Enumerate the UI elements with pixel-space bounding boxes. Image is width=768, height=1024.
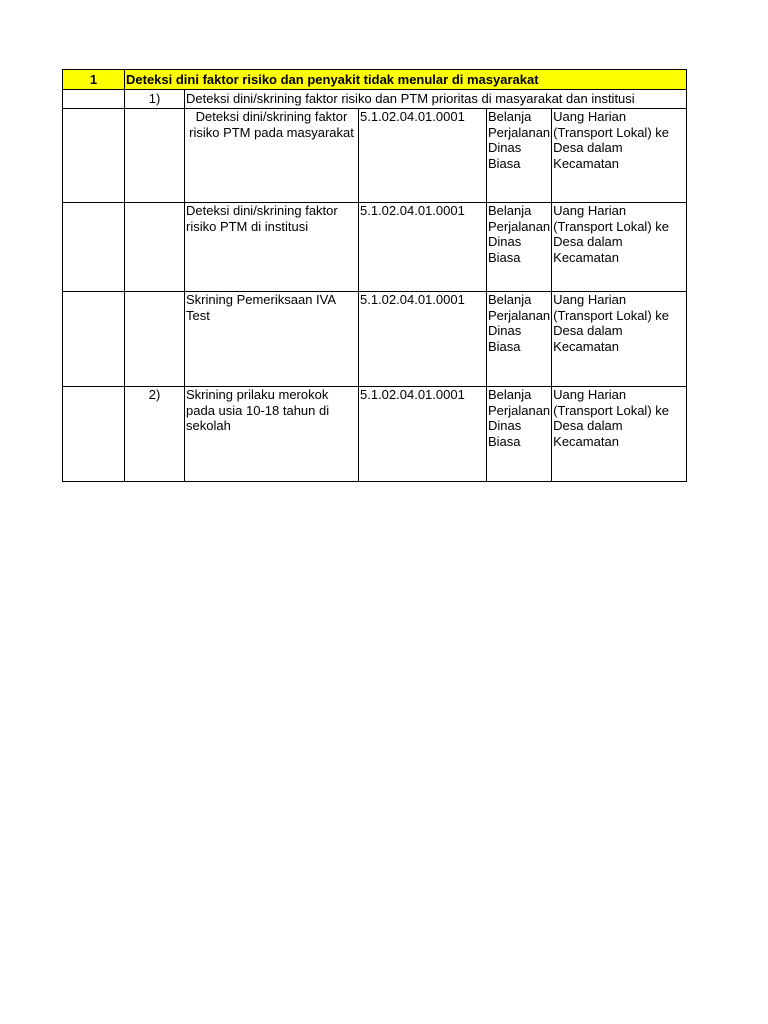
empty-cell[interactable] (63, 387, 125, 482)
section-row (63, 70, 687, 90)
section-number[interactable]: 1 (63, 70, 125, 90)
expense-detail-cell[interactable]: Uang Harian (Transport Lokal) ke Desa dalam Kecamatan (552, 292, 687, 387)
empty-cell[interactable] (63, 90, 125, 109)
row-number[interactable]: 2) (125, 387, 185, 482)
sub-row (63, 90, 687, 109)
expense-category-cell[interactable]: Belanja Perjalanan Dinas Biasa (487, 203, 552, 292)
empty-cell[interactable] (63, 292, 125, 387)
section-title[interactable]: Deteksi dini faktor risiko dan penyakit tidak menular di masyarakat (125, 70, 687, 90)
table-row (63, 387, 687, 482)
row-number[interactable] (125, 109, 185, 203)
expense-category-cell[interactable]: Belanja Perjalanan Dinas Biasa (487, 109, 552, 203)
empty-cell[interactable] (63, 109, 125, 203)
sub-number[interactable]: 1) (125, 90, 185, 109)
activity-cell[interactable]: Deteksi dini/skrining faktor risiko PTM di institusi (185, 203, 359, 292)
table-row (63, 292, 687, 387)
activity-cell[interactable]: Deteksi dini/skrining faktor risiko PTM pada masyarakat (185, 109, 359, 203)
budget-table (62, 69, 687, 482)
table-row (63, 203, 687, 292)
expense-category-cell[interactable]: Belanja Perjalanan Dinas Biasa (487, 387, 552, 482)
row-number[interactable] (125, 292, 185, 387)
account-code-cell[interactable]: 5.1.02.04.01.0001 (359, 109, 487, 203)
expense-category-cell[interactable]: Belanja Perjalanan Dinas Biasa (487, 292, 552, 387)
table-row (63, 109, 687, 203)
expense-detail-cell[interactable]: Uang Harian (Transport Lokal) ke Desa dalam Kecamatan (552, 387, 687, 482)
account-code-cell[interactable]: 5.1.02.04.01.0001 (359, 203, 487, 292)
row-number[interactable] (125, 203, 185, 292)
empty-cell[interactable] (63, 203, 125, 292)
expense-detail-cell[interactable]: Uang Harian (Transport Lokal) ke Desa dalam Kecamatan (552, 109, 687, 203)
activity-cell[interactable]: Skrining prilaku merokok pada usia 10-18 tahun di sekolah (185, 387, 359, 482)
account-code-cell[interactable]: 5.1.02.04.01.0001 (359, 387, 487, 482)
expense-detail-cell[interactable]: Uang Harian (Transport Lokal) ke Desa dalam Kecamatan (552, 203, 687, 292)
activity-cell[interactable]: Skrining Pemeriksaan IVA Test (185, 292, 359, 387)
account-code-cell[interactable]: 5.1.02.04.01.0001 (359, 292, 487, 387)
sub-title[interactable]: Deteksi dini/skrining faktor risiko dan PTM prioritas di masyarakat dan institusi (185, 90, 687, 109)
